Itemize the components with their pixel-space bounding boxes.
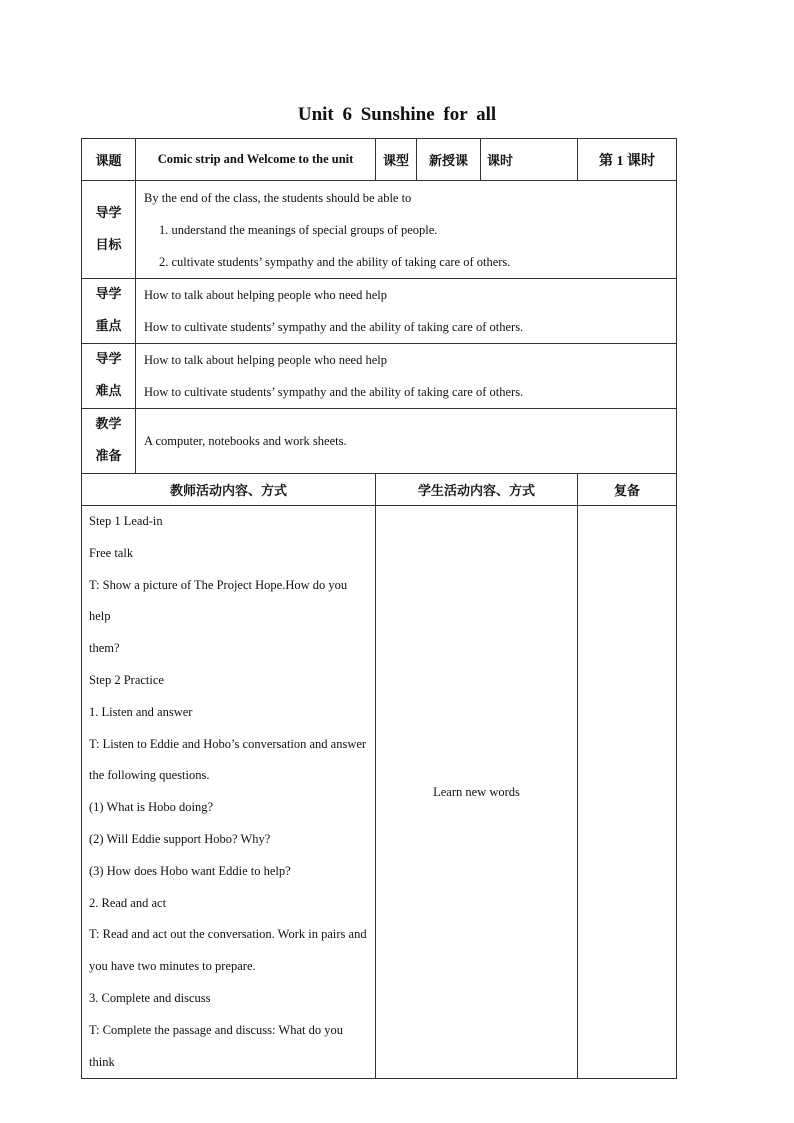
- difficulties-label: [82, 344, 136, 409]
- teacher-line: (3) How does Hobo want Eddie to help?: [89, 863, 291, 878]
- teacher-line: T: Read and act out the conversation. Work in pairs and: [89, 927, 367, 942]
- difficulties-label-line-1: 导学: [95, 352, 122, 367]
- teacher-line: T: Show a picture of The Project Hope.How do you help: [89, 577, 348, 624]
- objectives-line: By the end of the class, the students should be able to: [144, 190, 412, 205]
- student-activity-content: Learn new words: [376, 506, 578, 1079]
- teacher-line: you have two minutes to prepare.: [89, 959, 256, 974]
- preparation-label: [82, 409, 136, 474]
- teacher-line: Free talk: [89, 545, 134, 560]
- topic-row: [82, 139, 677, 181]
- teacher-line: 1. Listen and answer: [89, 704, 193, 719]
- objectives-label-line-2: 目标: [95, 237, 122, 253]
- teacher-line: Step 1 Lead-in: [89, 514, 163, 528]
- key-points-label: [82, 279, 136, 344]
- notes-content: [578, 506, 677, 1079]
- activity-header-row: [82, 474, 677, 506]
- activity-body-row: [82, 506, 677, 1079]
- teacher-line: them?: [89, 641, 120, 656]
- preparation-content: A computer, notebooks and work sheets.: [136, 409, 677, 474]
- difficulties-line: How to talk about helping people who need help: [144, 353, 387, 367]
- teacher-activity-header: 教师活动内容、方式: [82, 474, 376, 506]
- key-points-label-line-2: 重点: [95, 319, 122, 334]
- topic-label: 课题: [82, 139, 136, 181]
- page-title: Unit 6 Sunshine for all: [297, 104, 497, 125]
- key-points-line: How to cultivate students’ sympathy and the ability of taking care of others.: [144, 320, 524, 334]
- student-activity-header: 学生活动内容、方式: [376, 474, 578, 506]
- period-label: 课时: [481, 139, 578, 181]
- objectives-label: [82, 181, 136, 279]
- notes-header: 复备: [578, 474, 677, 506]
- key-points-content: [136, 279, 677, 344]
- difficulties-content: [136, 344, 677, 409]
- teacher-line: T: Complete the passage and discuss: What do you think: [89, 1022, 343, 1069]
- preparation-label-line-2: 准备: [95, 449, 122, 464]
- type-label: 课型: [376, 139, 417, 181]
- teacher-activity-content: [82, 506, 376, 1079]
- objectives-line: 2. cultivate students’ sympathy and the ability of taking care of others.: [159, 254, 511, 269]
- preparation-row: [82, 409, 677, 474]
- objectives-line: 1. understand the meanings of special groups of people.: [159, 222, 438, 237]
- difficulties-line: How to cultivate students’ sympathy and the ability of taking care of others.: [144, 385, 524, 399]
- objectives-content: [136, 181, 677, 279]
- teacher-line: (2) Will Eddie support Hobo? Why?: [89, 831, 271, 846]
- key-points-label-line-1: 导学: [95, 287, 122, 302]
- preparation-label-line-1: 教学: [95, 417, 122, 432]
- teacher-line: T: Listen to Eddie and Hobo’s conversation and answer: [89, 736, 367, 751]
- key-points-row: [82, 279, 677, 344]
- objectives-label-line-1: 导学: [95, 205, 122, 221]
- teacher-line: 2. Read and act: [89, 895, 167, 910]
- lesson-plan-table: [81, 138, 677, 1079]
- difficulties-label-line-2: 难点: [95, 384, 122, 399]
- difficulties-row: [82, 344, 677, 409]
- teacher-line: 3. Complete and discuss: [89, 990, 211, 1005]
- type-value: 新授课: [417, 139, 481, 181]
- teacher-line: (1) What is Hobo doing?: [89, 800, 214, 815]
- topic-value: Comic strip and Welcome to the unit: [136, 139, 376, 181]
- teacher-line: the following questions.: [89, 768, 210, 783]
- period-value: 第 1 课时: [578, 139, 677, 181]
- teacher-line: Step 2 Practice: [89, 672, 164, 687]
- key-points-line: How to talk about helping people who need help: [144, 288, 387, 302]
- objectives-row: [82, 181, 677, 279]
